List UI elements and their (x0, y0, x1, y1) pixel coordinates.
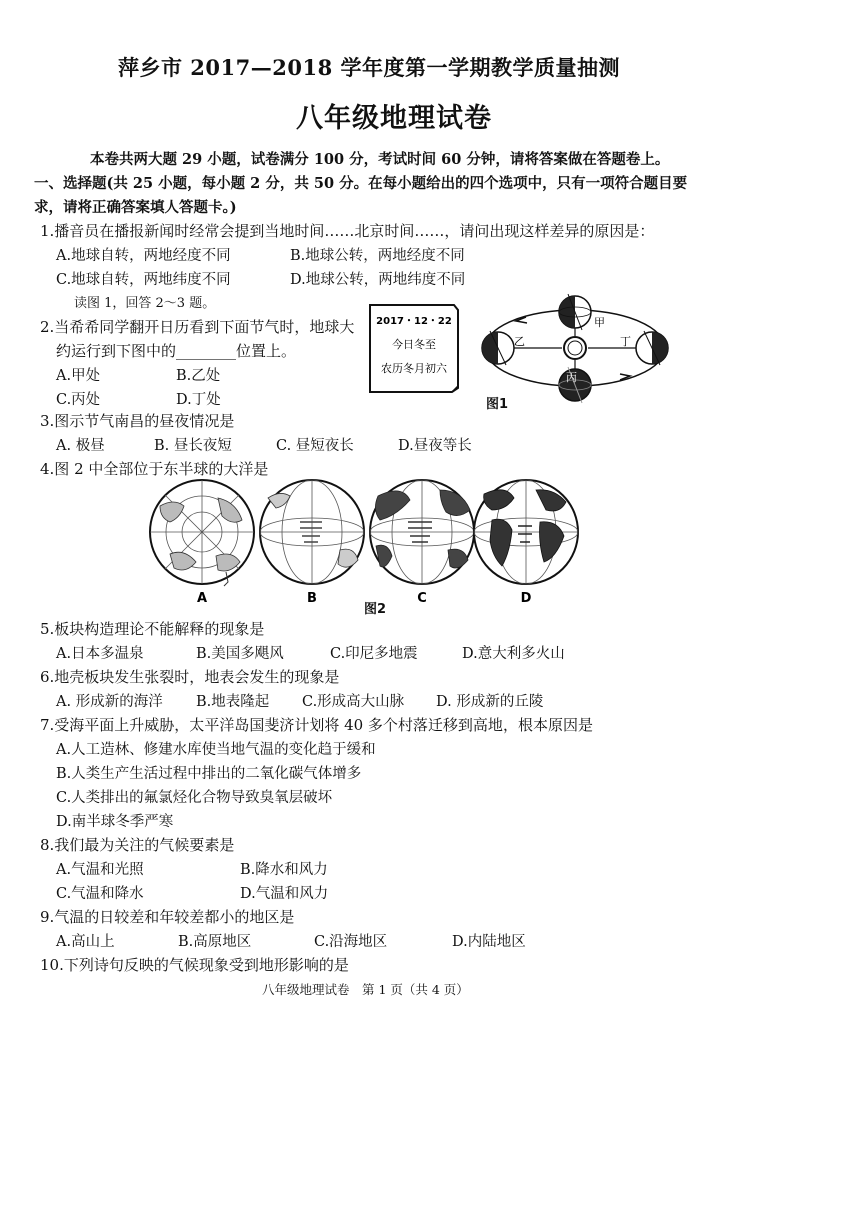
question-7-stem: 7.受海平面上升威胁，太平洋岛国斐济计划将 40 多个村落迁移到高地，根本原因是 (40, 716, 593, 734)
figure-2-caption: 图2 (364, 602, 387, 617)
question-5-stem: 5.板块构造理论不能解释的现象是 (40, 620, 265, 638)
question-6-stem: 6.地壳板块发生张裂时，地表会发生的现象是 (40, 668, 340, 686)
question-3-stem: 3.图示节气南昌的昼夜情况是 (40, 412, 235, 430)
question-5-option-c: C.印尼多地震 (330, 646, 418, 662)
question-5-option-d: D.意大利多火山 (462, 646, 565, 662)
question-6-option-c: C.形成高大山脉 (302, 694, 405, 710)
calendar-lunar-date: 农历冬月初六 (381, 362, 447, 375)
question-1-option-d: D.地球公转，两地纬度不同 (290, 272, 466, 288)
question-2-option-c: C.丙处 (56, 392, 101, 408)
calendar-card (366, 302, 462, 394)
question-3-option-a: A. 极昼 (56, 438, 105, 454)
read-figure-note: 读图 1，回答 2～3 题。 (74, 296, 216, 311)
figure-1-orbit-diagram (470, 290, 680, 410)
question-3-option-d: D.昼夜等长 (398, 438, 472, 454)
question-9-stem: 9.气温的日较差和年较差都小的地区是 (40, 908, 295, 926)
question-7-option-c: C.人类排出的氟氯烃化合物导致臭氧层破坏 (56, 790, 333, 806)
question-2-stem-line1: 2.当希希同学翻开日历看到下面节气时，地球大 (40, 318, 355, 336)
figure-2-globes (140, 476, 580, 610)
globe-b-icon (260, 480, 364, 584)
globe-c-icon (370, 480, 474, 584)
label-bing: 丙 (566, 371, 577, 384)
exam-title: 萍乡市 2017—2018 学年度第一学期教学质量抽测 (118, 55, 621, 80)
question-5-option-b: B.美国多飓风 (196, 646, 284, 662)
question-6-option-b: B.地表隆起 (196, 694, 270, 710)
section-heading-line2: 求，请将正确答案填人答题卡。) (34, 199, 237, 216)
question-6-option-d: D. 形成新的丘陵 (436, 694, 544, 710)
question-8-option-d: D.气温和风力 (240, 886, 329, 902)
calendar-solar-term: 今日冬至 (392, 338, 436, 351)
globe-d-icon (474, 480, 578, 584)
page-footer: 八年级地理试卷 第 1 页（共 4 页） (262, 982, 469, 997)
exam-subtitle: 八年级地理试卷 (296, 103, 492, 134)
question-1-option-c: C.地球自转，两地纬度不同 (56, 272, 231, 288)
question-8-stem: 8.我们最为关注的气候要素是 (40, 836, 235, 854)
globe-c-label: C (417, 591, 427, 606)
question-1-option-a: A.地球自转，两地经度不同 (56, 248, 231, 264)
globe-a-label: A (196, 591, 208, 606)
question-8-option-a: A.气温和光照 (56, 862, 144, 878)
earth-position-ding-icon (636, 331, 668, 365)
globe-b-label: B (307, 591, 317, 606)
question-2-stem-line2: 约运行到下图中的________位置上。 (56, 342, 297, 360)
question-8-option-b: B.降水和风力 (240, 862, 328, 878)
question-9-option-d: D.内陆地区 (452, 934, 526, 950)
label-ding: 丁 (620, 335, 631, 348)
question-9-option-b: B.高原地区 (178, 934, 252, 950)
question-7-option-b: B.人类生产生活过程中排出的二氧化碳气体增多 (56, 766, 362, 782)
earth-position-yi-icon (482, 331, 514, 365)
exam-intro: 本卷共两大题 29 小题，试卷满分 100 分，考试时间 60 分钟，请将答案做在答题卷上。 (90, 151, 670, 168)
question-1-stem: 1.播音员在播报新闻时经常会提到当地时间……北京时间……，请问出现这样差异的原因是： (40, 222, 655, 240)
question-7-option-a: A.人工造林、修建水库使当地气温的变化趋于缓和 (56, 742, 376, 758)
question-8-option-c: C.气温和降水 (56, 886, 144, 902)
question-2-option-b: B.乙处 (176, 368, 221, 384)
question-4-stem: 4.图 2 中全部位于东半球的大洋是 (40, 460, 269, 478)
section-heading-line1: 一、选择题(共 25 小题，每小题 2 分，共 50 分。在每小题给出的四个选项中，只有一项符合题目要 (34, 175, 688, 192)
question-1-option-b: B.地球公转，两地经度不同 (290, 248, 465, 264)
question-2-option-d: D.丁处 (176, 392, 221, 408)
question-3-option-b: B. 昼长夜短 (154, 438, 232, 454)
calendar-date: 2017・12・22 (376, 316, 452, 327)
question-6-option-a: A. 形成新的海洋 (56, 694, 163, 710)
question-9-option-a: A.高山上 (56, 934, 115, 950)
question-5-option-a: A.日本多温泉 (56, 646, 144, 662)
earth-position-jia-icon (559, 294, 591, 330)
sun-icon (564, 337, 586, 359)
question-9-option-c: C.沿海地区 (314, 934, 388, 950)
question-7-option-d: D.南半球冬季严寒 (56, 814, 174, 830)
globe-d-label: D (520, 591, 532, 606)
label-jia: 甲 (594, 316, 605, 329)
question-10-stem: 10.下列诗句反映的气候现象受到地形影响的是 (40, 956, 349, 974)
label-yi: 乙 (514, 335, 525, 348)
globe-a-icon (150, 480, 254, 586)
question-2-option-a: A.甲处 (56, 368, 101, 384)
figure-1-caption: 图1 (486, 397, 509, 412)
question-3-option-c: C. 昼短夜长 (276, 438, 354, 454)
